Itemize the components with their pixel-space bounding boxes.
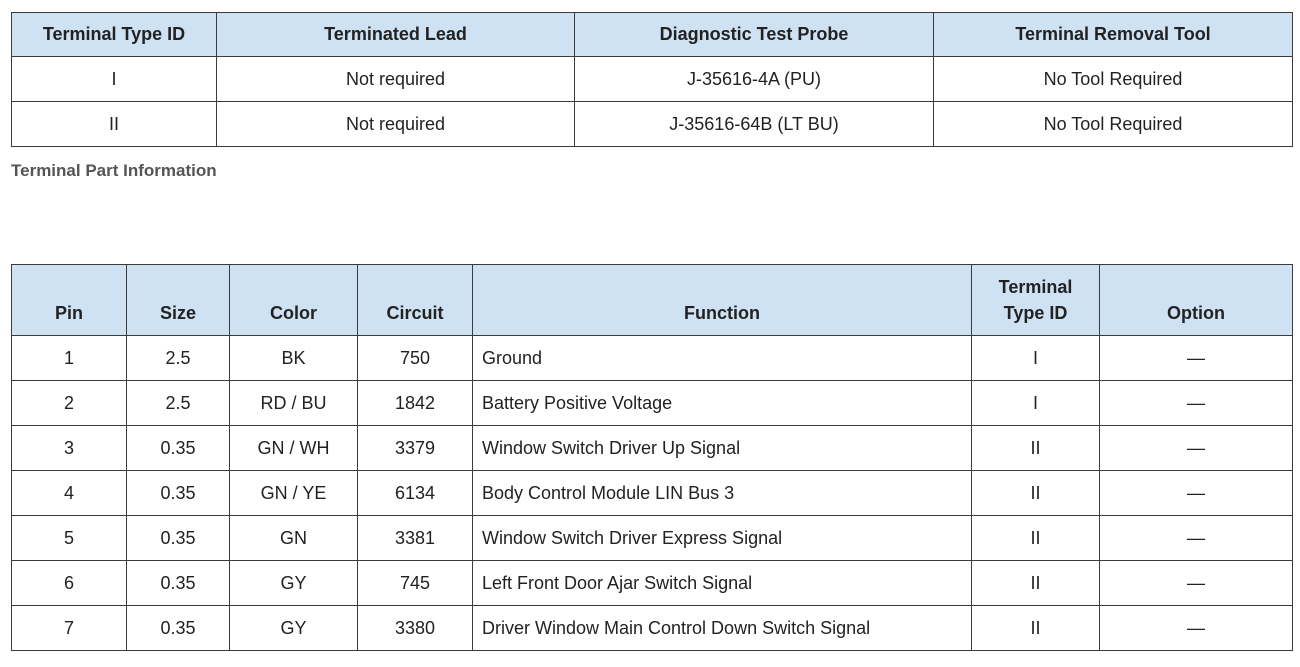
cell-size: 2.5 [127, 336, 230, 381]
header-terminal-type-id: Terminal Type ID [12, 13, 217, 57]
cell-diagnostic-test-probe: J-35616-64B (LT BU) [575, 102, 934, 147]
header-color: Color [230, 265, 358, 336]
cell-circuit: 3380 [358, 606, 473, 651]
cell-diagnostic-test-probe: J-35616-4A (PU) [575, 57, 934, 102]
cell-terminal-removal-tool: No Tool Required [934, 102, 1293, 147]
header-circuit: Circuit [358, 265, 473, 336]
cell-terminal-type-id: II [972, 426, 1100, 471]
cell-terminal-type-id: II [972, 471, 1100, 516]
table-header-row [12, 13, 1293, 57]
header-size: Size [127, 265, 230, 336]
cell-terminal-type-id: I [972, 381, 1100, 426]
cell-circuit: 750 [358, 336, 473, 381]
cell-size: 0.35 [127, 606, 230, 651]
header-pin: Pin [12, 265, 127, 336]
cell-circuit: 745 [358, 561, 473, 606]
cell-color: GN [230, 516, 358, 561]
cell-pin: 4 [12, 471, 127, 516]
header-function: Function [473, 265, 972, 336]
cell-terminal-type-id: I [972, 336, 1100, 381]
cell-size: 0.35 [127, 471, 230, 516]
cell-terminated-lead: Not required [217, 57, 575, 102]
cell-color: BK [230, 336, 358, 381]
cell-function: Window Switch Driver Express Signal [473, 516, 972, 561]
header-option: Option [1100, 265, 1293, 336]
table-row [12, 561, 1293, 606]
cell-option: — [1100, 516, 1293, 561]
cell-pin: 2 [12, 381, 127, 426]
cell-function: Left Front Door Ajar Switch Signal [473, 561, 972, 606]
table-row [12, 516, 1293, 561]
cell-terminal-type-id: II [972, 561, 1100, 606]
header-terminal-type-id [972, 265, 1100, 336]
table-row [12, 471, 1293, 516]
cell-option: — [1100, 381, 1293, 426]
cell-option: — [1100, 561, 1293, 606]
table-row [12, 102, 1293, 147]
cell-terminal-type-id: II [972, 516, 1100, 561]
cell-color: GN / WH [230, 426, 358, 471]
cell-option: — [1100, 606, 1293, 651]
table-row [12, 57, 1293, 102]
cell-size: 0.35 [127, 426, 230, 471]
table-row [12, 426, 1293, 471]
cell-function: Driver Window Main Control Down Switch Signal [473, 606, 972, 651]
header-terminated-lead: Terminated Lead [217, 13, 575, 57]
cell-terminal-type-id: I [12, 57, 217, 102]
cell-function: Window Switch Driver Up Signal [473, 426, 972, 471]
table-row [12, 336, 1293, 381]
cell-function: Body Control Module LIN Bus 3 [473, 471, 972, 516]
cell-function: Battery Positive Voltage [473, 381, 972, 426]
cell-pin: 7 [12, 606, 127, 651]
table-header-row [12, 265, 1293, 336]
cell-terminated-lead: Not required [217, 102, 575, 147]
header-diagnostic-test-probe: Diagnostic Test Probe [575, 13, 934, 57]
cell-terminal-removal-tool: No Tool Required [934, 57, 1293, 102]
cell-color: RD / BU [230, 381, 358, 426]
cell-circuit: 3381 [358, 516, 473, 561]
cell-pin: 5 [12, 516, 127, 561]
cell-color: GY [230, 561, 358, 606]
cell-size: 0.35 [127, 561, 230, 606]
cell-size: 0.35 [127, 516, 230, 561]
cell-circuit: 3379 [358, 426, 473, 471]
cell-pin: 6 [12, 561, 127, 606]
cell-circuit: 1842 [358, 381, 473, 426]
header-terminal-line2: Type ID [1003, 303, 1068, 323]
cell-option: — [1100, 336, 1293, 381]
table-row [12, 606, 1293, 651]
header-terminal-removal-tool: Terminal Removal Tool [934, 13, 1293, 57]
pin-table [11, 264, 1293, 651]
cell-color: GY [230, 606, 358, 651]
cell-pin: 1 [12, 336, 127, 381]
cell-option: — [1100, 471, 1293, 516]
terminal-type-table [11, 12, 1293, 147]
cell-pin: 3 [12, 426, 127, 471]
header-terminal-line1: Terminal [998, 277, 1073, 297]
table-caption: Terminal Part Information [11, 161, 217, 180]
cell-circuit: 6134 [358, 471, 473, 516]
cell-color: GN / YE [230, 471, 358, 516]
table-row [12, 381, 1293, 426]
cell-option: — [1100, 426, 1293, 471]
cell-size: 2.5 [127, 381, 230, 426]
cell-terminal-type-id: II [12, 102, 217, 147]
cell-function: Ground [473, 336, 972, 381]
cell-terminal-type-id: II [972, 606, 1100, 651]
